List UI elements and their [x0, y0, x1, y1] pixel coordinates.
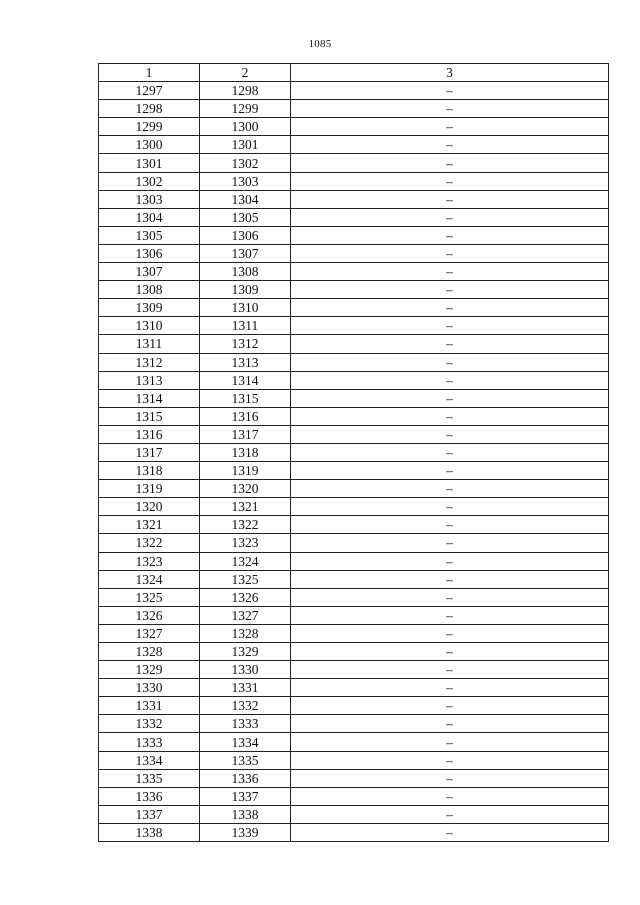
page-number: 1085 — [308, 38, 332, 50]
table-cell-col-1: 1312 — [99, 353, 200, 371]
table-row — [99, 317, 609, 335]
table-cell-col-3: – — [291, 697, 609, 715]
table-cell-col-3: – — [291, 335, 609, 353]
table-cell-col-2: 1338 — [200, 805, 291, 823]
table-cell-col-1: 1333 — [99, 733, 200, 751]
table-cell-col-1: 1306 — [99, 244, 200, 262]
table-cell-col-2: 1316 — [200, 407, 291, 425]
table-cell-col-1: 1311 — [99, 335, 200, 353]
table-cell-col-1: 1297 — [99, 82, 200, 100]
table-row — [99, 425, 609, 443]
table-row — [99, 407, 609, 425]
table-cell-col-2: 1329 — [200, 643, 291, 661]
table-cell-col-2: 1317 — [200, 425, 291, 443]
table-cell-col-2: 1326 — [200, 588, 291, 606]
table-row — [99, 751, 609, 769]
table-row — [99, 516, 609, 534]
table-cell-col-3: – — [291, 588, 609, 606]
table-cell-col-1: 1302 — [99, 172, 200, 190]
table-cell-col-3: – — [291, 263, 609, 281]
table-cell-col-1: 1321 — [99, 516, 200, 534]
table-row — [99, 389, 609, 407]
table-cell-col-3: – — [291, 498, 609, 516]
table-row — [99, 697, 609, 715]
table-row — [99, 335, 609, 353]
table-cell-col-1: 1301 — [99, 154, 200, 172]
table-cell-col-1: 1326 — [99, 606, 200, 624]
table-cell-col-2: 1299 — [200, 100, 291, 118]
table-cell-col-2: 1301 — [200, 136, 291, 154]
table-cell-col-3: – — [291, 462, 609, 480]
table-cell-col-1: 1313 — [99, 371, 200, 389]
table-cell-col-2: 1313 — [200, 353, 291, 371]
table-cell-col-2: 1315 — [200, 389, 291, 407]
table-row — [99, 715, 609, 733]
table-cell-col-2: 1310 — [200, 299, 291, 317]
table-cell-col-3: – — [291, 552, 609, 570]
table-cell-col-1: 1309 — [99, 299, 200, 317]
table-row — [99, 172, 609, 190]
table-cell-col-3: – — [291, 769, 609, 787]
table-row — [99, 82, 609, 100]
table-cell-col-2: 1323 — [200, 534, 291, 552]
table-cell-col-1: 1330 — [99, 679, 200, 697]
table-row — [99, 190, 609, 208]
table-cell-col-3: – — [291, 516, 609, 534]
table-cell-col-3: – — [291, 480, 609, 498]
table-cell-col-2: 1300 — [200, 118, 291, 136]
table-header-row — [99, 64, 609, 82]
table-row — [99, 226, 609, 244]
table-cell-col-3: – — [291, 154, 609, 172]
data-table — [98, 63, 609, 842]
table-cell-col-2: 1308 — [200, 263, 291, 281]
table-cell-col-3: – — [291, 82, 609, 100]
table-cell-col-3: – — [291, 299, 609, 317]
table-cell-col-1: 1324 — [99, 570, 200, 588]
table-row — [99, 154, 609, 172]
table-cell-col-2: 1312 — [200, 335, 291, 353]
table-cell-col-2: 1324 — [200, 552, 291, 570]
table-cell-col-3: – — [291, 118, 609, 136]
table-cell-col-2: 1322 — [200, 516, 291, 534]
table-cell-col-1: 1300 — [99, 136, 200, 154]
table-cell-col-2: 1331 — [200, 679, 291, 697]
table-cell-col-2: 1335 — [200, 751, 291, 769]
table-row — [99, 299, 609, 317]
table-row — [99, 118, 609, 136]
table-cell-col-1: 1332 — [99, 715, 200, 733]
table-cell-col-1: 1310 — [99, 317, 200, 335]
table-row — [99, 263, 609, 281]
table-cell-col-2: 1333 — [200, 715, 291, 733]
table-cell-col-1: 1305 — [99, 226, 200, 244]
table-cell-col-1: 1304 — [99, 208, 200, 226]
table-cell-col-2: 1327 — [200, 606, 291, 624]
table-cell-col-3: – — [291, 661, 609, 679]
table-row — [99, 208, 609, 226]
table-body — [99, 82, 609, 842]
table-cell-col-3: – — [291, 281, 609, 299]
table-cell-col-2: 1304 — [200, 190, 291, 208]
table-cell-col-3: – — [291, 100, 609, 118]
table-cell-col-2: 1336 — [200, 769, 291, 787]
table-cell-col-3: – — [291, 172, 609, 190]
table-cell-col-1: 1298 — [99, 100, 200, 118]
table-cell-col-3: – — [291, 317, 609, 335]
table-cell-col-1: 1319 — [99, 480, 200, 498]
table-cell-col-1: 1307 — [99, 263, 200, 281]
table-cell-col-3: – — [291, 371, 609, 389]
table-cell-col-3: – — [291, 534, 609, 552]
table-row — [99, 823, 609, 841]
table-row — [99, 244, 609, 262]
table-cell-col-1: 1331 — [99, 697, 200, 715]
table-cell-col-3: – — [291, 606, 609, 624]
table-row — [99, 552, 609, 570]
table-row — [99, 498, 609, 516]
table-cell-col-3: – — [291, 244, 609, 262]
table-cell-col-2: 1328 — [200, 624, 291, 642]
table-row — [99, 661, 609, 679]
table-cell-col-3: – — [291, 751, 609, 769]
table-cell-col-3: – — [291, 443, 609, 461]
table-cell-col-3: – — [291, 787, 609, 805]
table-row — [99, 679, 609, 697]
table-cell-col-2: 1339 — [200, 823, 291, 841]
table-cell-col-2: 1306 — [200, 226, 291, 244]
table-cell-col-1: 1322 — [99, 534, 200, 552]
table-cell-col-3: – — [291, 643, 609, 661]
table-cell-col-1: 1323 — [99, 552, 200, 570]
table-cell-col-1: 1328 — [99, 643, 200, 661]
table-cell-col-2: 1309 — [200, 281, 291, 299]
table-row — [99, 281, 609, 299]
table-cell-col-3: – — [291, 823, 609, 841]
table-row — [99, 534, 609, 552]
table-cell-col-3: – — [291, 570, 609, 588]
table-cell-col-3: – — [291, 190, 609, 208]
table-row — [99, 643, 609, 661]
table-cell-col-3: – — [291, 389, 609, 407]
table-cell-col-2: 1307 — [200, 244, 291, 262]
table-row — [99, 624, 609, 642]
table-cell-col-1: 1335 — [99, 769, 200, 787]
table-cell-col-3: – — [291, 805, 609, 823]
table-row — [99, 606, 609, 624]
table-row — [99, 769, 609, 787]
table-row — [99, 443, 609, 461]
table-cell-col-1: 1338 — [99, 823, 200, 841]
table-cell-col-3: – — [291, 679, 609, 697]
table-cell-col-1: 1303 — [99, 190, 200, 208]
table-row — [99, 570, 609, 588]
table-cell-col-1: 1308 — [99, 281, 200, 299]
table-cell-col-2: 1303 — [200, 172, 291, 190]
column-header-2: 2 — [200, 64, 291, 82]
table-row — [99, 371, 609, 389]
table-cell-col-2: 1302 — [200, 154, 291, 172]
table-cell-col-3: – — [291, 353, 609, 371]
table-row — [99, 480, 609, 498]
table-cell-col-2: 1311 — [200, 317, 291, 335]
table-cell-col-2: 1314 — [200, 371, 291, 389]
table-row — [99, 100, 609, 118]
table-row — [99, 136, 609, 154]
table-row — [99, 588, 609, 606]
column-header-1: 1 — [99, 64, 200, 82]
table-cell-col-1: 1318 — [99, 462, 200, 480]
table-row — [99, 805, 609, 823]
table-cell-col-2: 1318 — [200, 443, 291, 461]
table-cell-col-1: 1320 — [99, 498, 200, 516]
table-cell-col-3: – — [291, 407, 609, 425]
table-cell-col-2: 1330 — [200, 661, 291, 679]
table-cell-col-2: 1325 — [200, 570, 291, 588]
table-cell-col-3: – — [291, 208, 609, 226]
table-cell-col-2: 1298 — [200, 82, 291, 100]
table-cell-col-3: – — [291, 715, 609, 733]
table-cell-col-1: 1329 — [99, 661, 200, 679]
table-cell-col-1: 1317 — [99, 443, 200, 461]
table-cell-col-2: 1320 — [200, 480, 291, 498]
table-cell-col-1: 1337 — [99, 805, 200, 823]
table-cell-col-3: – — [291, 226, 609, 244]
table-cell-col-1: 1334 — [99, 751, 200, 769]
table-cell-col-3: – — [291, 136, 609, 154]
table-cell-col-1: 1314 — [99, 389, 200, 407]
table-cell-col-3: – — [291, 733, 609, 751]
table-row — [99, 353, 609, 371]
table-cell-col-2: 1337 — [200, 787, 291, 805]
table-cell-col-2: 1305 — [200, 208, 291, 226]
table-cell-col-1: 1316 — [99, 425, 200, 443]
table-cell-col-1: 1315 — [99, 407, 200, 425]
table-cell-col-1: 1299 — [99, 118, 200, 136]
table-cell-col-1: 1336 — [99, 787, 200, 805]
table-row — [99, 787, 609, 805]
table-cell-col-2: 1321 — [200, 498, 291, 516]
table-cell-col-1: 1327 — [99, 624, 200, 642]
table-row — [99, 733, 609, 751]
table-cell-col-3: – — [291, 624, 609, 642]
table-cell-col-2: 1319 — [200, 462, 291, 480]
table-row — [99, 462, 609, 480]
table-cell-col-2: 1332 — [200, 697, 291, 715]
table-cell-col-2: 1334 — [200, 733, 291, 751]
table-cell-col-3: – — [291, 425, 609, 443]
table-cell-col-1: 1325 — [99, 588, 200, 606]
column-header-3: 3 — [291, 64, 609, 82]
